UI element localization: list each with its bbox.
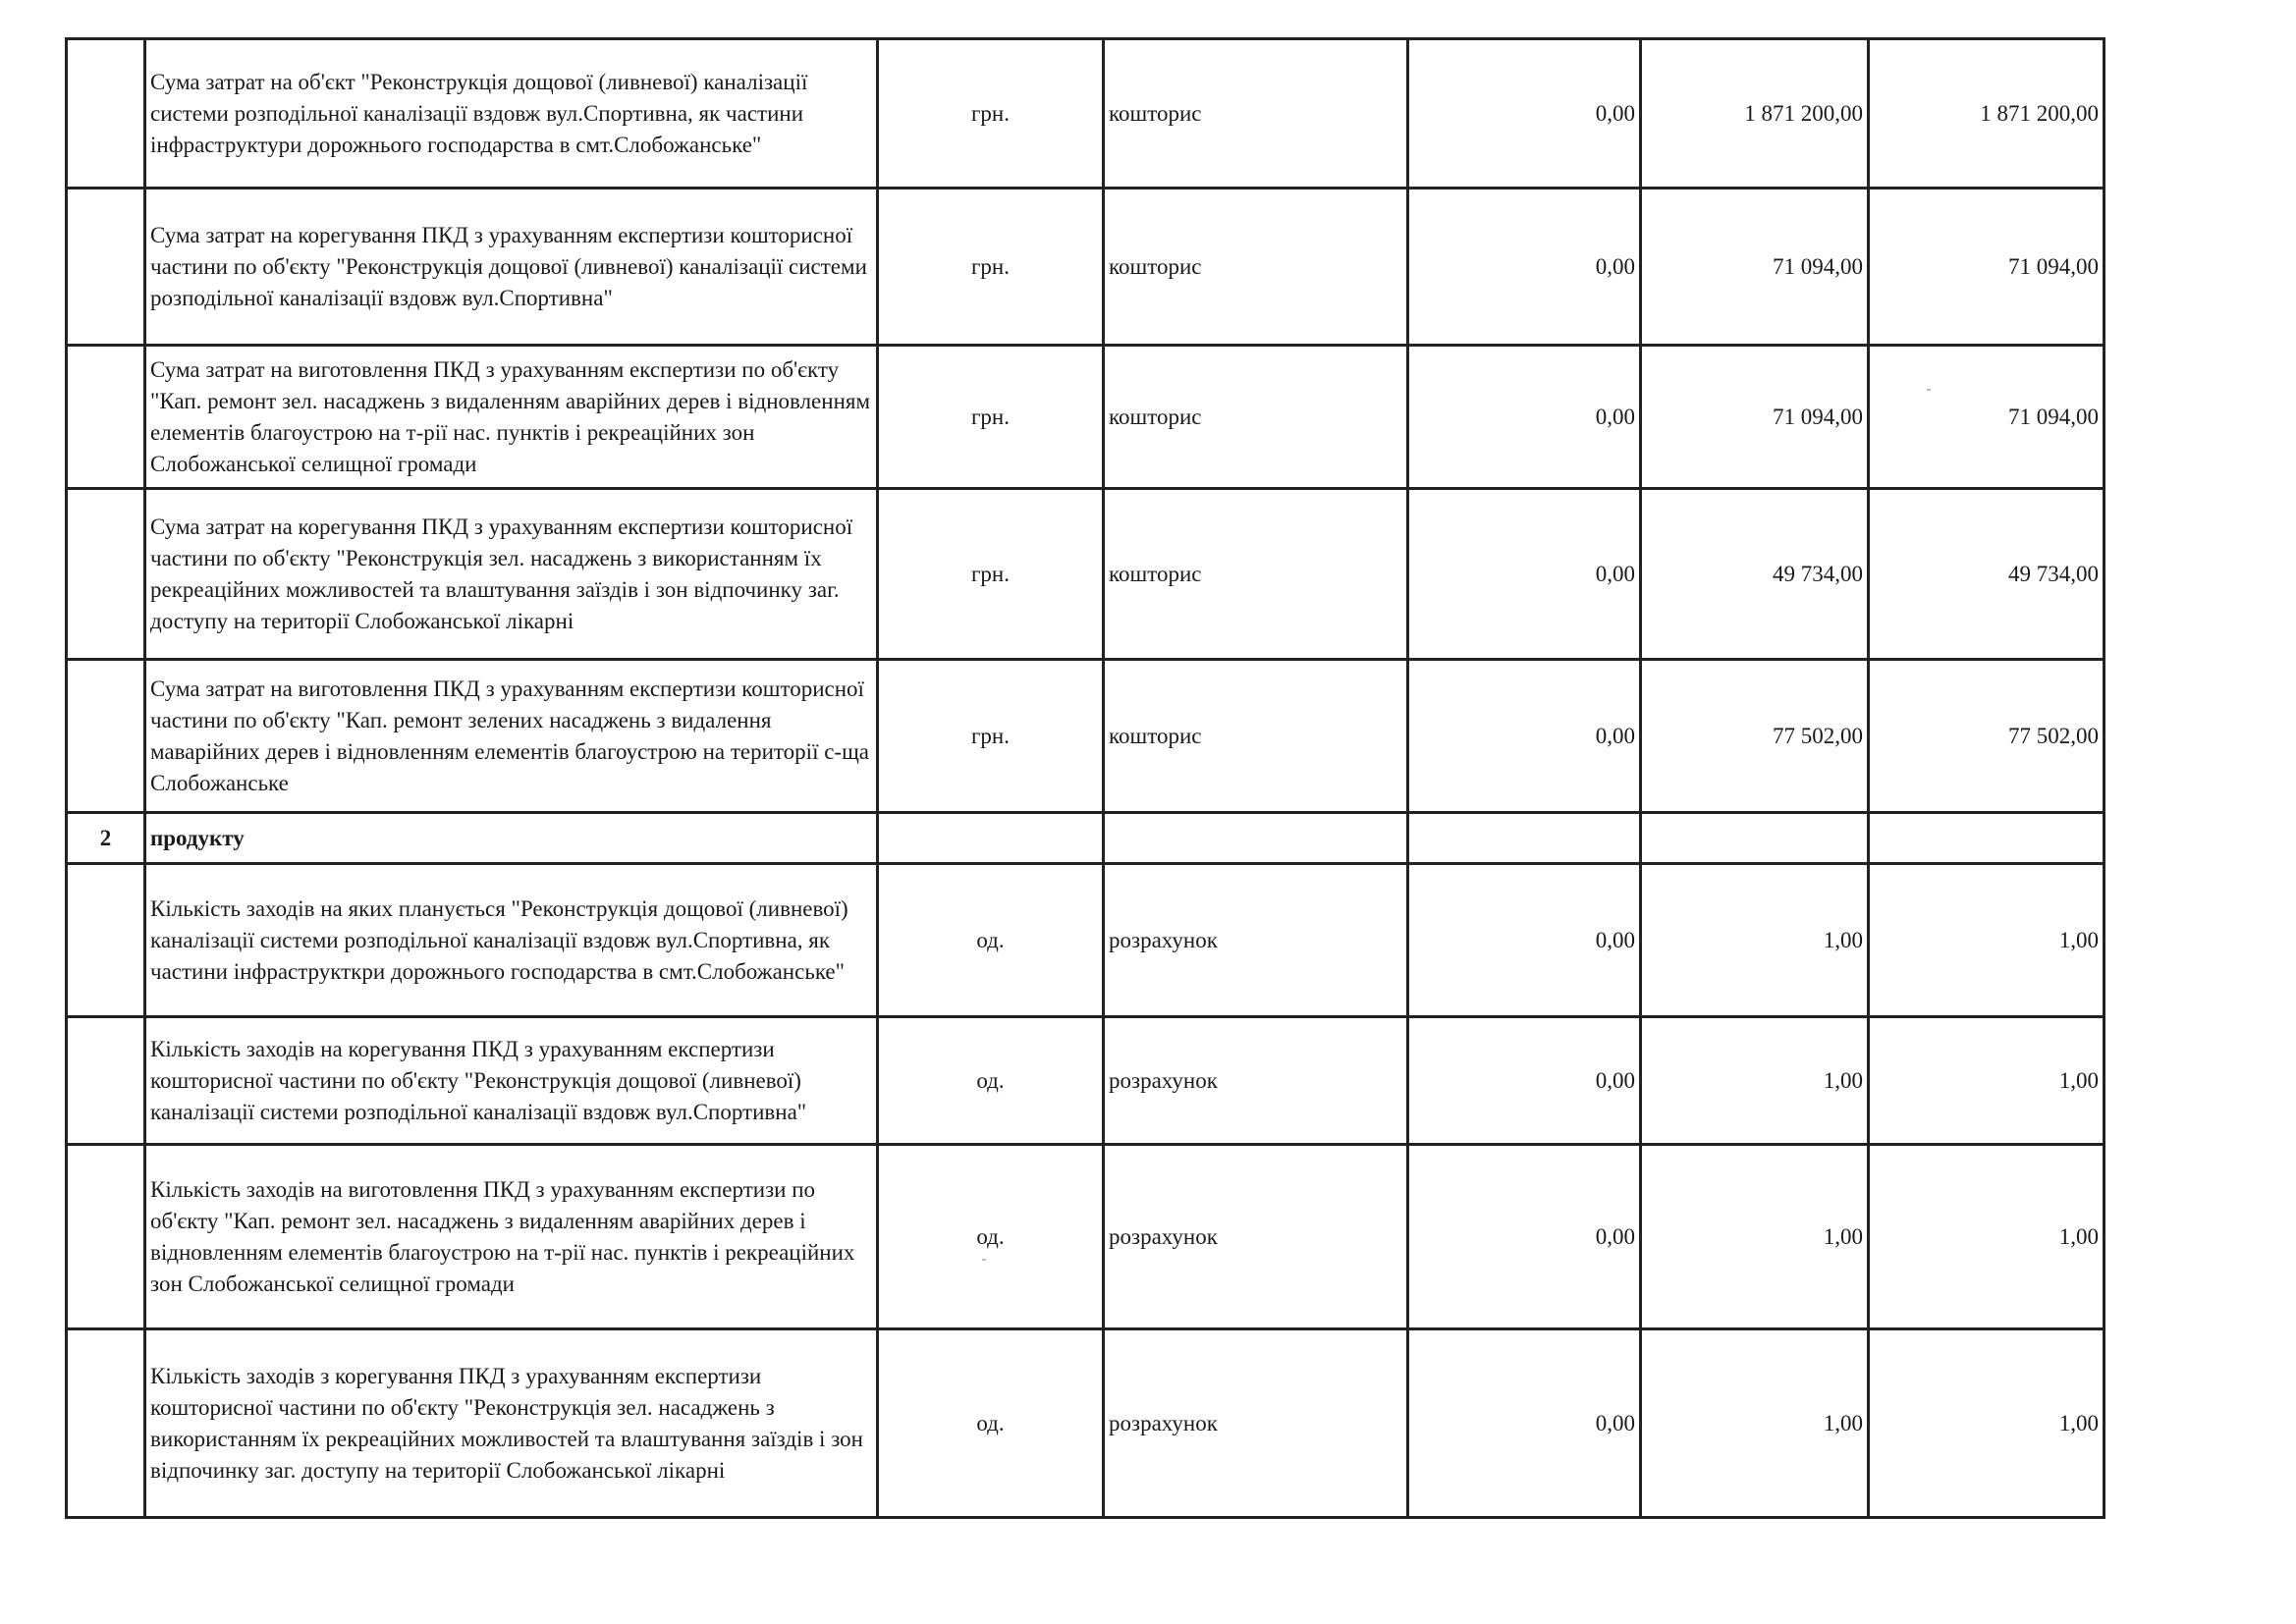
budget-indicators-table [65, 37, 2105, 1519]
row-value-3: 77 502,00 [1869, 660, 2105, 813]
scan-speck [982, 1259, 986, 1261]
row-description: Кількість заходів на корегування ПКД з урахуванням експертизи кошторисної частини по об'єкту "Реконструкція дощової (ливневої) каналізації системи розподільної каналізації вздовж вул.Спортивна" [145, 1017, 878, 1145]
row-source: розрахунок [1104, 864, 1408, 1017]
row-number [67, 189, 145, 346]
row-value-2: 1 871 200,00 [1641, 39, 1869, 189]
table-row [67, 39, 2105, 189]
row-value-1: 0,00 [1408, 39, 1641, 189]
row-value-3: 49 734,00 [1869, 489, 2105, 660]
table-row [67, 489, 2105, 660]
row-value-2: 1,00 [1641, 1329, 1869, 1518]
row-value-2: 1,00 [1641, 1145, 1869, 1329]
table-row [67, 864, 2105, 1017]
row-value-3: 1,00 [1869, 1017, 2105, 1145]
row-description: Кількість заходів з корегування ПКД з урахуванням експертизи кошторисної частини по об'єкту "Реконструкція зел. насаджень з використанням їх рекреаційних можливостей та влаштування заїздів і зон відпочинку заг. доступу на території Слобожанської лікарні [145, 1329, 878, 1518]
row-value-1: 0,00 [1408, 1145, 1641, 1329]
row-value-2: 1,00 [1641, 1017, 1869, 1145]
row-description: Кількість заходів на яких планується "Реконструкція дощової (ливневої) каналізації системи розподільної каналізації вздовж вул.Спортивна, як частини інфраструкткри дорожнього господарства в смт.Слобожанське" [145, 864, 878, 1017]
row-number [67, 489, 145, 660]
row-value-1: 0,00 [1408, 864, 1641, 1017]
row-number [67, 1145, 145, 1329]
row-value-1: 0,00 [1408, 189, 1641, 346]
row-source: кошторис [1104, 660, 1408, 813]
row-value-1: 0,00 [1408, 489, 1641, 660]
row-value-3: 1 871 200,00 [1869, 39, 2105, 189]
empty-cell [878, 813, 1104, 864]
row-value-3: 1,00 [1869, 1329, 2105, 1518]
row-value-3: 71 094,00 [1869, 189, 2105, 346]
row-value-2: 71 094,00 [1641, 189, 1869, 346]
row-source: розрахунок [1104, 1017, 1408, 1145]
row-value-2: 1,00 [1641, 864, 1869, 1017]
table-row [67, 1145, 2105, 1329]
row-number [67, 660, 145, 813]
table-row [67, 189, 2105, 346]
row-description: Сума затрат на виготовлення ПКД з урахуванням експертизи кошторисної частини по об'єкту "Кап. ремонт зелених насаджень з видалення маварійних дерев і відновленням елементів благоустрою на території с-ща Слобожанське [145, 660, 878, 813]
empty-cell [1104, 813, 1408, 864]
row-value-3: 1,00 [1869, 1145, 2105, 1329]
row-value-2: 49 734,00 [1641, 489, 1869, 660]
row-unit: од. [878, 1145, 1104, 1329]
row-value-3: 71 094,00 [1869, 346, 2105, 489]
table-row [67, 346, 2105, 489]
row-unit: грн. [878, 39, 1104, 189]
row-description: Сума затрат на об'єкт "Реконструкція дощової (ливневої) каналізації системи розподільної каналізації вздовж вул.Спортивна, як частини інфраструктури дорожнього господарства в смт.Слобожанське" [145, 39, 878, 189]
section-header-row [67, 813, 2105, 864]
row-source: розрахунок [1104, 1329, 1408, 1518]
row-description: Сума затрат на корегування ПКД з урахуванням експертизи кошторисної частини по об'єкту "Реконструкція зел. насаджень з використанням їх рекреаційних можливостей та влаштування заїздів і зон відпочинку заг. доступу на території Слобожанської лікарні [145, 489, 878, 660]
row-number [67, 1017, 145, 1145]
row-value-1: 0,00 [1408, 346, 1641, 489]
section-title: продукту [145, 813, 878, 864]
row-value-2: 77 502,00 [1641, 660, 1869, 813]
row-value-1: 0,00 [1408, 660, 1641, 813]
row-source: кошторис [1104, 189, 1408, 346]
row-value-3: 1,00 [1869, 864, 2105, 1017]
row-unit: од. [878, 864, 1104, 1017]
row-source: розрахунок [1104, 1145, 1408, 1329]
row-number [67, 1329, 145, 1518]
empty-cell [1641, 813, 1869, 864]
row-value-1: 0,00 [1408, 1329, 1641, 1518]
row-source: кошторис [1104, 346, 1408, 489]
row-description: Кількість заходів на виготовлення ПКД з урахуванням експертизи по об'єкту "Кап. ремонт зел. насаджень з видаленням аварійних дерев і відновленням елементів благоустрою на т-рії нас. пунктів і рекреаційних зон Слобожанської селищної громади [145, 1145, 878, 1329]
scan-speck [1927, 389, 1931, 391]
row-unit: грн. [878, 489, 1104, 660]
row-description: Сума затрат на корегування ПКД з урахуванням експертизи кошторисної частини по об'єкту "Реконструкція дощової (ливневої) каналізації системи розподільної каналізації вздовж вул.Спортивна" [145, 189, 878, 346]
row-value-2: 71 094,00 [1641, 346, 1869, 489]
row-unit: од. [878, 1329, 1104, 1518]
row-value-1: 0,00 [1408, 1017, 1641, 1145]
empty-cell [1869, 813, 2105, 864]
row-unit: грн. [878, 346, 1104, 489]
row-unit: грн. [878, 189, 1104, 346]
row-unit: грн. [878, 660, 1104, 813]
section-number: 2 [67, 813, 145, 864]
table-row [67, 660, 2105, 813]
table-row [67, 1329, 2105, 1518]
empty-cell [1408, 813, 1641, 864]
row-unit: од. [878, 1017, 1104, 1145]
row-description: Сума затрат на виготовлення ПКД з урахуванням експертизи по об'єкту "Кап. ремонт зел. насаджень з видаленням аварійних дерев і відновленням елементів благоустрою на т-рії нас. пунктів і рекреаційних зон Слобожанської селищної громади [145, 346, 878, 489]
row-number [67, 346, 145, 489]
row-source: кошторис [1104, 39, 1408, 189]
row-number [67, 864, 145, 1017]
table-row [67, 1017, 2105, 1145]
row-number [67, 39, 145, 189]
row-source: кошторис [1104, 489, 1408, 660]
